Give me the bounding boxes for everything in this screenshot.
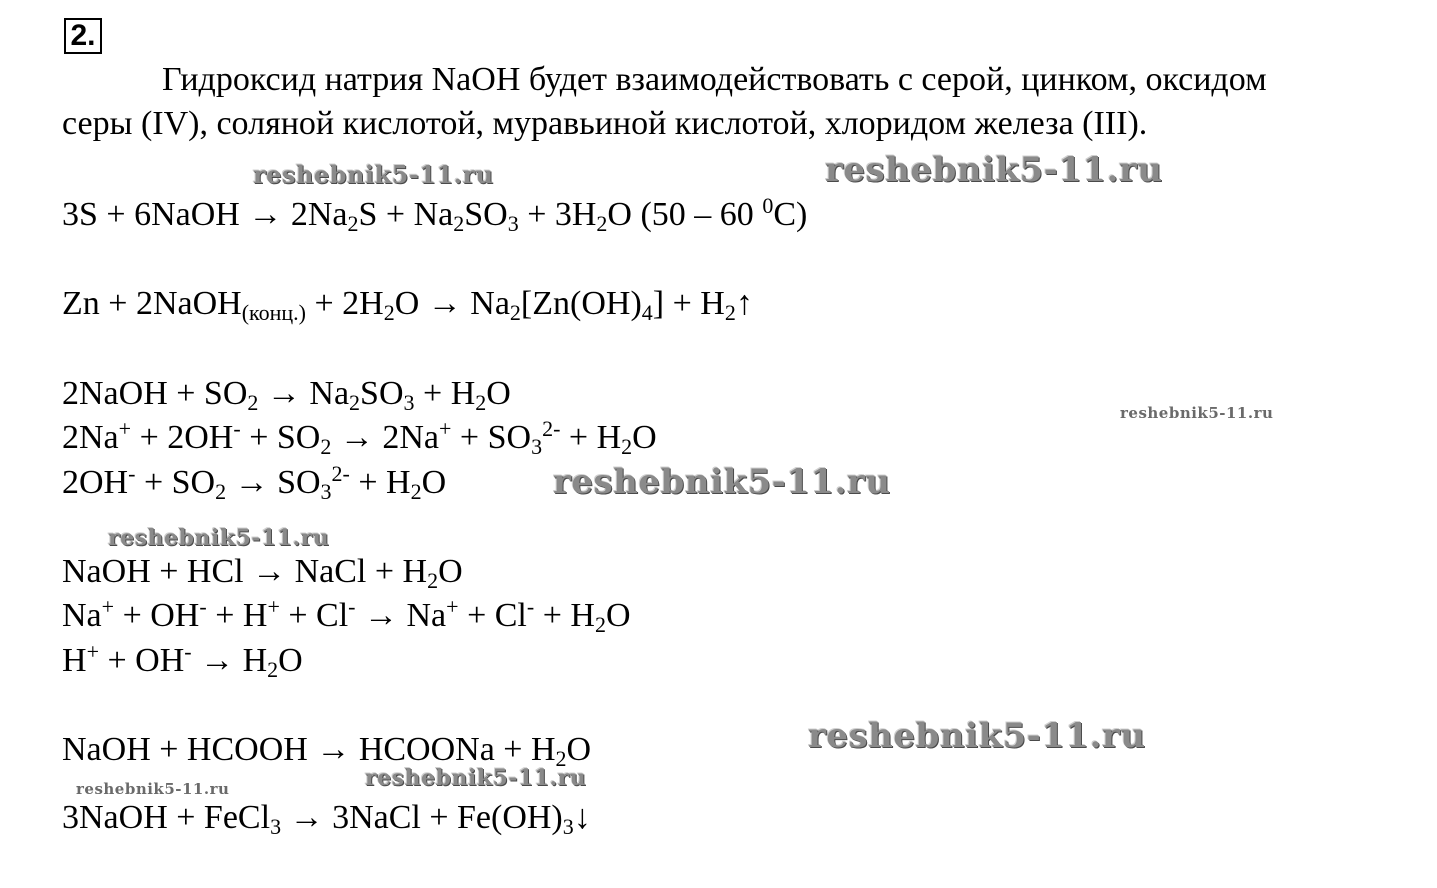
equation-sulfur: 3S + 6NaOH → $2Na_2S + Na_2SO_3 + 3H_2O$ (50 – 60 $^0$C) — [62, 193, 808, 236]
equation-hcl-short-ionic: $H^+ + OH^- \to H_2O$ — [62, 639, 303, 682]
equation-so2-short-ionic: $2OH^- + SO_2 \to SO_3^{2-} + H_2O$ — [62, 461, 447, 504]
equation-so2-full-ionic: $2Na^+ + 2OH^- + SO_2 \to 2Na^+ + SO_3^{2-} + H_2O$ — [62, 416, 657, 459]
watermark: reshebnik5-11.ru — [825, 150, 1163, 190]
watermark: reshebnik5-11.ru — [808, 716, 1146, 756]
watermark: reshebnik5-11.ru — [76, 780, 230, 798]
equation-formic-acid: NaOH + HCOOH → HCOONa + $H_2O$ — [62, 731, 592, 771]
watermark: reshebnik5-11.ru — [553, 462, 891, 502]
watermark: reshebnik5-11.ru — [253, 160, 494, 189]
equation-so2-molecular: 2NaOH + $SO_2 \to Na_2SO_3 + H_2O$ — [62, 375, 511, 415]
equation-hcl-full-ionic: $Na^+ + OH^- + H^+ + Cl^- \to Na^+ + Cl^- + H_2O$ — [62, 594, 631, 637]
intro-paragraph — [62, 58, 1322, 146]
watermark: reshebnik5-11.ru — [365, 765, 587, 791]
task-number: 2. — [64, 18, 102, 54]
equation-zinc: Zn + 2NaOH$_{(конц.)}$ + $2H_2O \to Na_2[Zn(OH)_4]$ + $H_2↑$ — [62, 285, 753, 325]
equation-hcl-molecular: NaOH + HCl → NaCl + $H_2O$ — [62, 553, 463, 593]
watermark: reshebnik5-11.ru — [108, 525, 330, 551]
intro-text: Гидроксид натрия NaOH будет взаимодействовать с серой, цинком, оксидом серы (IV), соляной кислотой, муравьиной кислотой, хлоридом железа (III). — [62, 61, 1267, 142]
watermark: reshebnik5-11.ru — [1120, 404, 1274, 422]
equation-iron-chloride: 3NaOH + FeCl$_3$ → 3NaCl + $Fe(OH)_3↓$ — [62, 799, 591, 839]
